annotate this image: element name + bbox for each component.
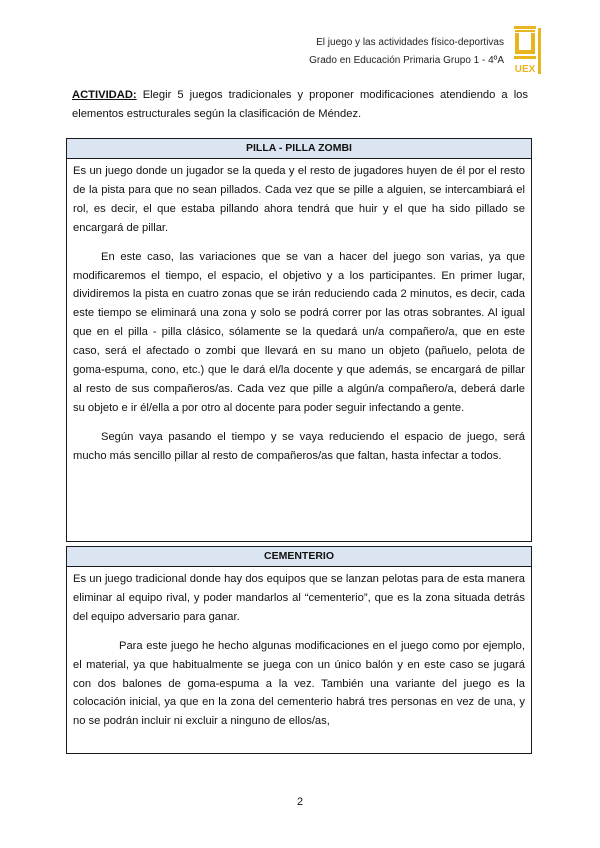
activity-label: ACTIVIDAD: xyxy=(72,89,137,101)
uex-logo xyxy=(512,26,546,76)
header-group: Grado en Educación Primaria Grupo 1 - 4ºA xyxy=(309,55,504,66)
paragraph: Es un juego donde un jugador se la queda y el resto de jugadores huyen de él por el resto de la pista para que no sean pillados. Cada vez que se pille a alguien, se intercambiará el rol, es decir, el que estaba pillando ahora tendrá que huir y el que ha sido pillado se encargará de pillar. xyxy=(73,165,525,234)
paragraph: Es un juego tradicional donde hay dos equipos que se lanzan pelotas para de esta manera eliminar al equipo rival, y poder mandarlos al “cementerio”, que es la zona situada detrás del equipo adversario para ganar. xyxy=(73,573,525,623)
header-course-title: El juego y las actividades físico-deportivas xyxy=(316,37,504,48)
page-number: 2 xyxy=(296,796,304,808)
activity-text: Elegir 5 juegos tradicionales y proponer modificaciones atendiendo a los elementos estructurales según la clasificación de Méndez. xyxy=(72,89,528,120)
paragraph: Según vaya pasando el tiempo y se vaya reduciendo el espacio de juego, será mucho más sencillo pillar al resto de compañeros/as que faltan, hasta infectar a todos. xyxy=(73,430,525,462)
document-header xyxy=(309,34,504,70)
paragraph: Para este juego he hecho algunas modificaciones en el juego como por ejemplo, el material, ya que habitualmente se juega con un único balón y en este caso se jugará con dos balones de goma-espuma a la vez. También una variante del juego es la colocación inicial, ya que en la zona del cementerio habrá tres personas en vez de una, y no se podrán incluir ni excluir a ninguno de ellos/as, xyxy=(73,639,525,728)
section-body xyxy=(67,159,531,466)
activity-statement xyxy=(72,86,528,124)
game-section-pilla-pilla-zombi xyxy=(66,138,532,542)
section-title: PILLA - PILLA ZOMBI xyxy=(67,139,531,159)
section-body xyxy=(67,567,531,731)
section-title: CEMENTERIO xyxy=(67,547,531,567)
paragraph: En este caso, las variaciones que se van a hacer del juego son varias, ya que modificaremos el tiempo, el espacio, el objetivo y a los participantes. En primer lugar, dividiremos la pista en cuatro zonas que se irán reduciendo cada 2 minutos, es decir, cada este tiempo se eliminará una zona y solo se podrá correr por las otras sobrantes. Al igual que en el pilla - pilla clásico, sólamente se la quedará un/a compañero/a, que en este caso, será el afectado o zombi que llevará en su mano un objeto (pañuelo, pelota de goma-espuma, cono, etc.) que le dará el/la docente y que además, se encargará de pillar al resto de sus compañeros/as. Cada vez que pille a algún/a compañero/a, deberá darle su objeto e ir él/ella a por otro al docente para poder seguir infectando a gente. xyxy=(73,250,525,414)
uex-logo-text: UEX xyxy=(514,64,536,75)
game-section-cementerio xyxy=(66,546,532,754)
